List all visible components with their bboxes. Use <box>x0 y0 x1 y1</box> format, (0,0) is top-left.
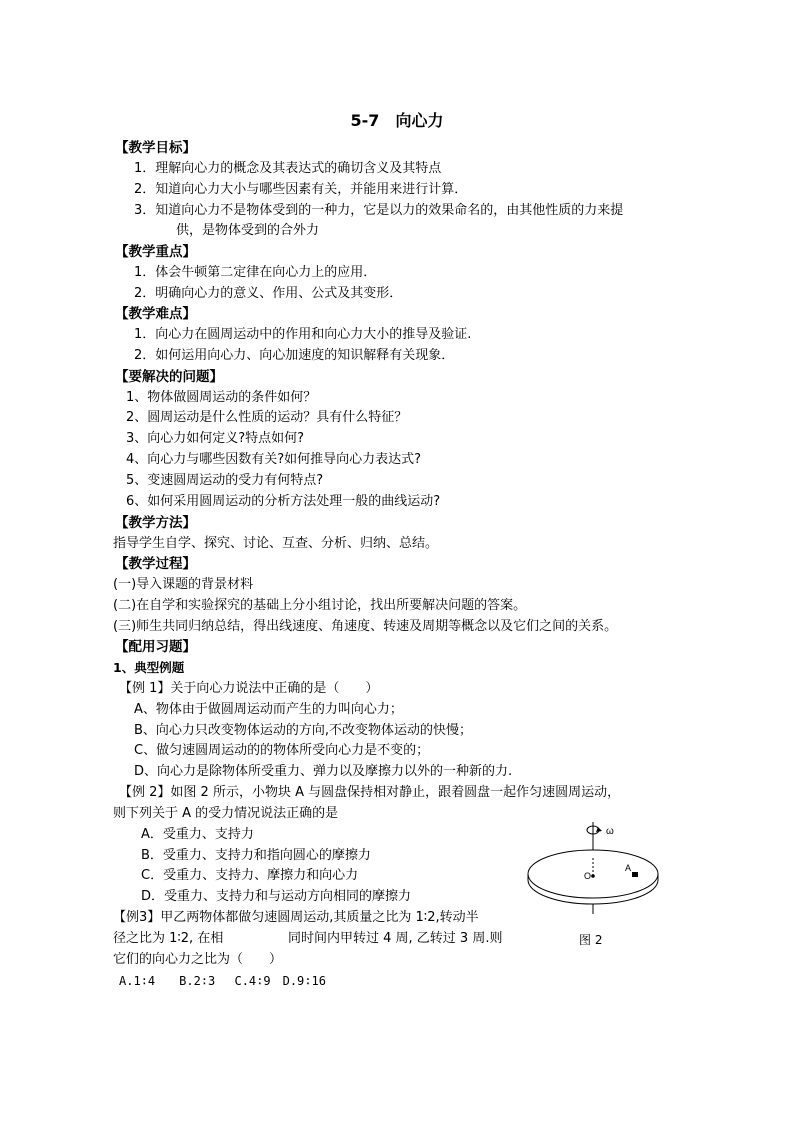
exercises-subheading: 1、典型例题 <box>113 660 185 675</box>
page-title: 5-7 向心力 <box>350 111 444 130</box>
goal-item-3: 3．知道向心力不是物体受到的一种力，它是以力的效果命名的，由其他性质的力来提 <box>134 203 624 218</box>
key-point-1: 1．体会牛顿第二定律在向心力上的应用． <box>134 265 377 280</box>
example-2-option-c: C．受重力、支持力、摩擦力和向心力 <box>141 868 359 883</box>
problem-4: 4、向心力与哪些因数有关?如何推导向心力表达式? <box>126 452 422 467</box>
process-step-2: (二)在自学和实验探究的基础上分小组讨论，找出所要解决问题的答案。 <box>113 598 527 613</box>
center-label: O <box>584 871 592 881</box>
example-2-stem-line2: 则下列关于 A 的受力情况说法正确的是 <box>113 806 339 821</box>
problem-2: 2、圆周运动是什么性质的运动？具有什么特征？ <box>126 410 408 425</box>
problem-5: 5、变速圆周运动的受力有何特点? <box>126 473 324 488</box>
difficulties-heading: 【教学难点】 <box>115 306 196 322</box>
difficulty-2: 2．如何运用向心力、向心加速度的知识解释有关现象． <box>134 348 455 363</box>
methods-text: 指导学生自学、探究、讨论、互查、分析、归纳、总结。 <box>113 536 439 551</box>
example-1-option-a: A、物体由于做圆周运动而产生的力叫向心力； <box>134 702 403 717</box>
example-2-stem-line1: 【例 2】如图 2 所示，小物块 A 与圆盘保持相对静止，跟着圆盘一起作匀速圆周运动， <box>119 785 621 800</box>
example-3-line2b: 同时间内甲转过 4 周, 乙转过 3 周.则 <box>288 931 503 946</box>
difficulty-1: 1．向心力在圆周运动中的作用和向心力大小的推导及验证. <box>134 327 472 342</box>
problem-1: 1、物体做圆周运动的条件如何？ <box>126 390 317 405</box>
example-1-option-d: D、向心力是除物体所受重力、弹力以及摩擦力以外的一种新的力. <box>134 764 513 779</box>
example-3-line3: 它们的向心力之比为（ ） <box>113 952 283 967</box>
problems-heading: 【要解决的问题】 <box>115 369 223 385</box>
key-points-heading: 【教学重点】 <box>115 244 196 260</box>
example-2-option-b: B．受重力、支持力和指向圆心的摩擦力 <box>141 848 371 863</box>
example-2-option-a: A．受重力、支持力 <box>141 827 254 842</box>
example-1-stem: 【例 1】关于向心力说法中正确的是（ ） <box>119 681 379 696</box>
process-step-3: (三)师生共同归纳总结，得出线速度、角速度、转速及周期等概念以及它们之间的关系。 <box>113 619 618 634</box>
example-3-options: A.1∶4 B.2∶3 C.4∶9 D.9∶16 <box>119 974 326 988</box>
key-point-2: 2．明确向心力的意义、作用、公式及其变形． <box>134 286 403 301</box>
block-a <box>632 872 638 877</box>
goal-item-3-cont: 供，是物体受到的合外力 <box>176 223 320 238</box>
example-2-option-d: D．受重力、支持力和与运动方向相同的摩擦力 <box>141 889 412 904</box>
problem-6: 6、如何采用圆周运动的分析方法处理一般的曲线运动? <box>126 494 441 509</box>
example-3-line2a: 径之比为 1∶2, 在相 <box>113 931 224 946</box>
figure-2-caption: 图 2 <box>579 933 603 947</box>
example-1-option-c: C、做匀速圆周运动的的物体所受向心力是不变的； <box>134 743 430 758</box>
process-heading: 【教学过程】 <box>115 556 196 572</box>
goal-item-1: 1．理解向心力的概念及其表达式的确切含义及其特点 <box>134 161 442 176</box>
goal-item-2: 2．知道向心力大小与哪些因素有关，并能用来进行计算． <box>134 182 468 197</box>
center-point <box>591 874 595 878</box>
problem-3: 3、向心力如何定义?特点如何? <box>126 431 305 446</box>
exercises-heading: 【配用习题】 <box>115 639 196 655</box>
block-a-label: A <box>625 863 632 873</box>
methods-heading: 【教学方法】 <box>115 515 196 531</box>
example-1-option-b: B、向心力只改变物体运动的方向,不改变物体运动的快慢； <box>134 723 473 738</box>
process-step-1: (一)导入课题的背景材料 <box>113 577 254 592</box>
goals-heading: 【教学目标】 <box>115 140 196 156</box>
figure-2-disc-diagram <box>522 818 672 928</box>
omega-label: ω <box>606 826 614 837</box>
rotation-arrowhead-icon <box>596 827 602 832</box>
example-3-line1: 【例3】甲乙两物体都做匀速圆周运动,其质量之比为 1∶2,转动半 <box>113 910 479 925</box>
